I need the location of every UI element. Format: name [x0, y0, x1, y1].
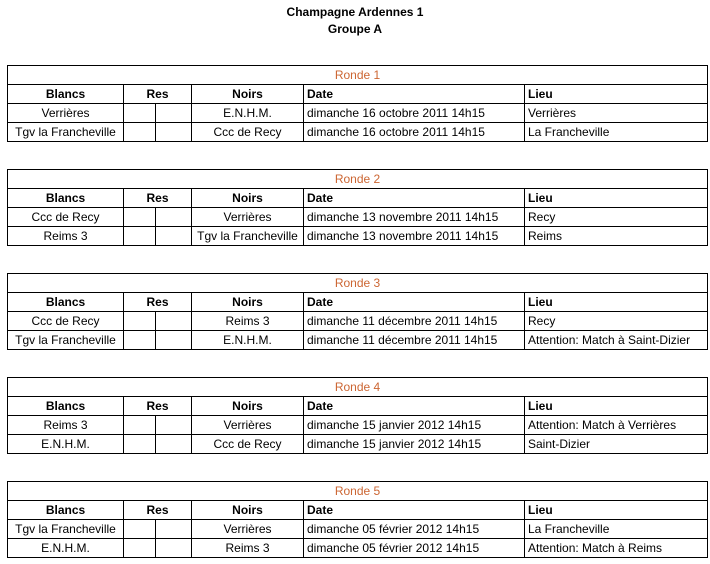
res-blancs-cell	[124, 331, 156, 350]
noirs-cell: Ccc de Recy	[192, 123, 304, 142]
ronde-title: Ronde 4	[8, 378, 708, 397]
res-noirs-cell	[156, 312, 192, 331]
lieu-cell: La Francheville	[525, 123, 708, 142]
header-lieu: Lieu	[525, 501, 708, 520]
res-noirs-cell	[156, 104, 192, 123]
blancs-cell: Tgv la Francheville	[8, 520, 124, 539]
res-noirs-cell	[156, 416, 192, 435]
header-lieu: Lieu	[525, 189, 708, 208]
page-subtitle: Groupe A	[327, 22, 383, 36]
page-header	[0, 4, 710, 38]
header-blancs: Blancs	[8, 293, 124, 312]
res-noirs-cell	[156, 435, 192, 454]
header-row	[8, 85, 708, 104]
res-blancs-cell	[124, 539, 156, 558]
noirs-cell: E.N.H.M.	[192, 104, 304, 123]
header-lieu: Lieu	[525, 397, 708, 416]
lieu-cell: Attention: Match à Verrières	[525, 416, 708, 435]
ronde-title-row	[8, 274, 708, 293]
noirs-cell: Tgv la Francheville	[192, 227, 304, 246]
lieu-cell: Recy	[525, 208, 708, 227]
ronde-title: Ronde 1	[8, 66, 708, 85]
match-row	[8, 104, 708, 123]
noirs-cell: Verrières	[192, 416, 304, 435]
ronde-title-row	[8, 66, 708, 85]
header-row	[8, 189, 708, 208]
noirs-cell: Verrières	[192, 208, 304, 227]
ronde-title-row	[8, 378, 708, 397]
header-res: Res	[124, 85, 192, 104]
ronde-table	[7, 65, 708, 142]
match-row	[8, 312, 708, 331]
noirs-cell: Ccc de Recy	[192, 435, 304, 454]
header-row	[8, 397, 708, 416]
res-noirs-cell	[156, 227, 192, 246]
blancs-cell: Ccc de Recy	[8, 312, 124, 331]
ronde-table	[7, 481, 708, 558]
header-blancs: Blancs	[8, 501, 124, 520]
res-noirs-cell	[156, 123, 192, 142]
res-blancs-cell	[124, 227, 156, 246]
header-noirs: Noirs	[192, 501, 304, 520]
res-blancs-cell	[124, 416, 156, 435]
header-noirs: Noirs	[192, 189, 304, 208]
noirs-cell: E.N.H.M.	[192, 331, 304, 350]
blancs-cell: Reims 3	[8, 416, 124, 435]
lieu-cell: Attention: Match à Saint-Dizier	[525, 331, 708, 350]
header-res: Res	[124, 501, 192, 520]
date-cell: dimanche 05 février 2012 14h15	[304, 539, 525, 558]
date-cell: dimanche 05 février 2012 14h15	[304, 520, 525, 539]
blancs-cell: Tgv la Francheville	[8, 123, 124, 142]
header-lieu: Lieu	[525, 293, 708, 312]
date-cell: dimanche 11 décembre 2011 14h15	[304, 331, 525, 350]
lieu-cell: Recy	[525, 312, 708, 331]
res-noirs-cell	[156, 331, 192, 350]
date-cell: dimanche 16 octobre 2011 14h15	[304, 104, 525, 123]
match-row	[8, 539, 708, 558]
blancs-cell: Tgv la Francheville	[8, 331, 124, 350]
date-cell: dimanche 15 janvier 2012 14h15	[304, 416, 525, 435]
match-row	[8, 208, 708, 227]
header-res: Res	[124, 189, 192, 208]
date-cell: dimanche 13 novembre 2011 14h15	[304, 208, 525, 227]
res-noirs-cell	[156, 208, 192, 227]
header-date: Date	[304, 397, 525, 416]
ronde-title-row	[8, 170, 708, 189]
date-cell: dimanche 11 décembre 2011 14h15	[304, 312, 525, 331]
res-noirs-cell	[156, 539, 192, 558]
header-noirs: Noirs	[192, 397, 304, 416]
noirs-cell: Verrières	[192, 520, 304, 539]
ronde-title: Ronde 2	[8, 170, 708, 189]
match-row	[8, 123, 708, 142]
ronde-table	[7, 169, 708, 246]
noirs-cell: Reims 3	[192, 539, 304, 558]
res-blancs-cell	[124, 104, 156, 123]
match-row	[8, 520, 708, 539]
res-noirs-cell	[156, 520, 192, 539]
header-lieu: Lieu	[525, 85, 708, 104]
date-cell: dimanche 13 novembre 2011 14h15	[304, 227, 525, 246]
res-blancs-cell	[124, 435, 156, 454]
lieu-cell: Reims	[525, 227, 708, 246]
ronde-title: Ronde 3	[8, 274, 708, 293]
header-res: Res	[124, 293, 192, 312]
res-blancs-cell	[124, 208, 156, 227]
header-row	[8, 501, 708, 520]
header-noirs: Noirs	[192, 85, 304, 104]
lieu-cell: Verrières	[525, 104, 708, 123]
lieu-cell: Saint-Dizier	[525, 435, 708, 454]
lieu-cell: La Francheville	[525, 520, 708, 539]
blancs-cell: Reims 3	[8, 227, 124, 246]
ronde-table	[7, 377, 708, 454]
blancs-cell: E.N.H.M.	[8, 435, 124, 454]
blancs-cell: E.N.H.M.	[8, 539, 124, 558]
header-blancs: Blancs	[8, 397, 124, 416]
header-date: Date	[304, 189, 525, 208]
ronde-table	[7, 273, 708, 350]
header-date: Date	[304, 85, 525, 104]
header-blancs: Blancs	[8, 85, 124, 104]
lieu-cell: Attention: Match à Reims	[525, 539, 708, 558]
header-blancs: Blancs	[8, 189, 124, 208]
res-blancs-cell	[124, 312, 156, 331]
header-noirs: Noirs	[192, 293, 304, 312]
ronde-title: Ronde 5	[8, 482, 708, 501]
blancs-cell: Verrières	[8, 104, 124, 123]
header-date: Date	[304, 501, 525, 520]
date-cell: dimanche 15 janvier 2012 14h15	[304, 435, 525, 454]
header-res: Res	[124, 397, 192, 416]
match-row	[8, 435, 708, 454]
ronde-title-row	[8, 482, 708, 501]
blancs-cell: Ccc de Recy	[8, 208, 124, 227]
res-blancs-cell	[124, 123, 156, 142]
page-title: Champagne Ardennes 1	[286, 5, 424, 19]
header-date: Date	[304, 293, 525, 312]
match-row	[8, 227, 708, 246]
match-row	[8, 416, 708, 435]
match-row	[8, 331, 708, 350]
noirs-cell: Reims 3	[192, 312, 304, 331]
header-row	[8, 293, 708, 312]
res-blancs-cell	[124, 520, 156, 539]
date-cell: dimanche 16 octobre 2011 14h15	[304, 123, 525, 142]
